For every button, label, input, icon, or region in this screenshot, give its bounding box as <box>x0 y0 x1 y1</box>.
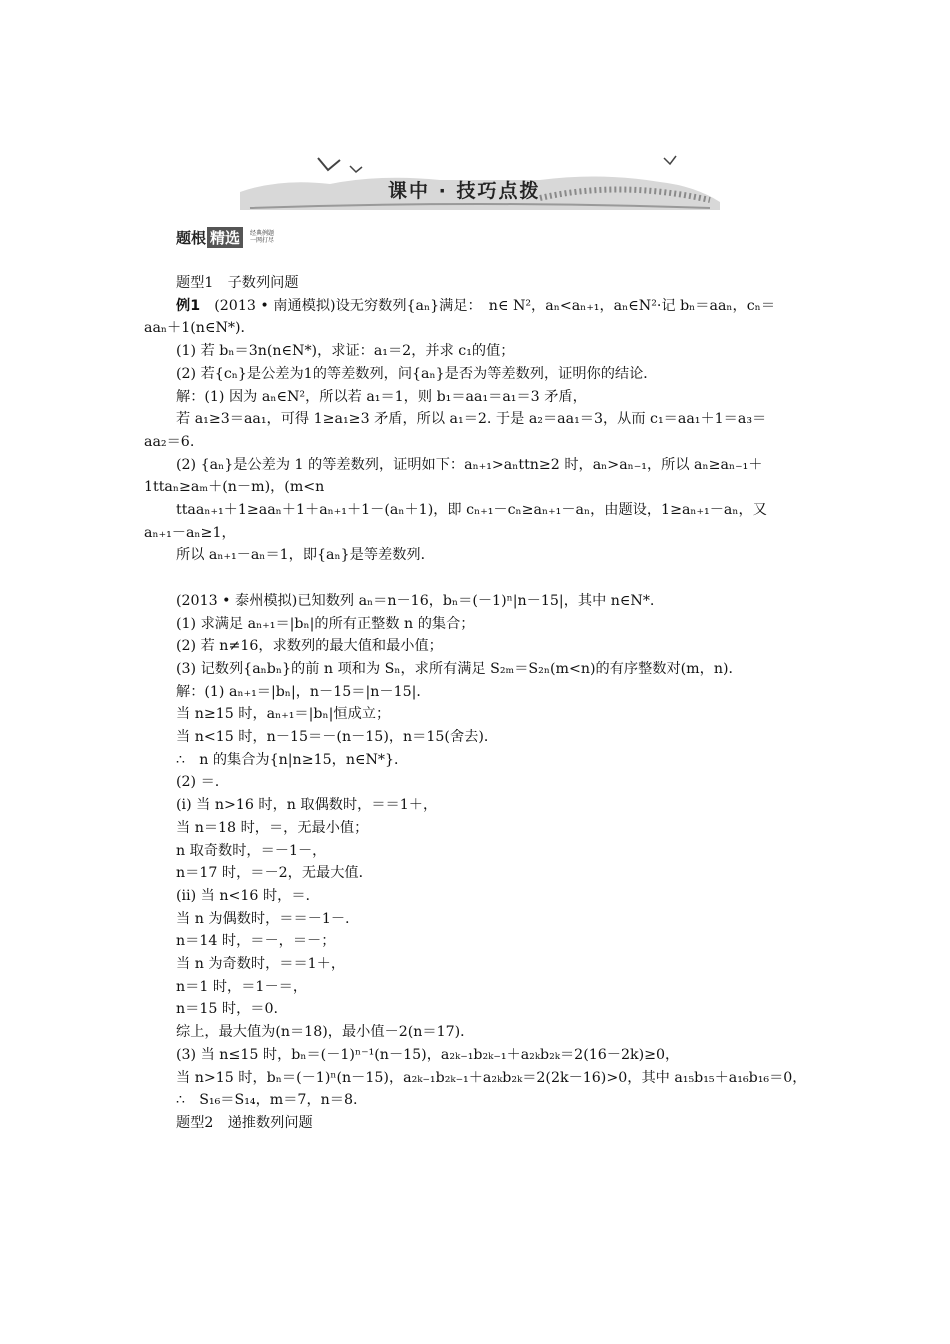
bird-icon <box>350 166 362 172</box>
text-line: 当 n≥15 时，aₙ₊₁＝|bₙ|恒成立； <box>176 706 391 723</box>
text-line: (1) 若 bₙ＝3n(n∈N*)，求证：a₁＝2，并求 c₁的值； <box>176 343 515 360</box>
text-line: n＝1 时，＝1－＝， <box>176 978 308 995</box>
text-line: 解：(1) aₙ₊₁＝|bₙ|，n－15＝|n－15|． <box>176 683 431 700</box>
text-line: aaₙ＋1(n∈N*)． <box>144 320 255 337</box>
text-line: (3) 当 n≤15 时，bₙ＝(－1)ⁿ⁻¹(n－15)，a₂ₖ₋₁b₂ₖ₋₁＋a₂ₖb₂ₖ＝2(16－2k)≥0， <box>176 1046 680 1063</box>
text-line: ∴ n 的集合为{n|n≥15，n∈N*}． <box>176 751 409 768</box>
text-line: (2) {aₙ}是公差为 1 的等差数列，证明如下：aₙ₊₁>aₙttn≥2 时，aₙ>aₙ₋₁，所以 aₙ≥aₙ₋₁＋ <box>176 456 763 473</box>
text-line: aa₂＝6. <box>144 433 195 450</box>
text-line <box>144 567 810 590</box>
text-line: 当 n 为偶数时，＝＝－1－. <box>176 910 350 927</box>
tag-sub <box>250 230 274 244</box>
example-label: 例1 <box>176 297 201 314</box>
text-line: n＝14 时，＝－，＝－； <box>176 933 336 950</box>
text-line: (2) ＝. <box>176 774 220 791</box>
text-line: 解：(1) 因为 aₙ∈N²，所以若 a₁＝1，则 b₁＝aa₁＝a₁＝3 矛盾， <box>176 388 587 405</box>
text-line: 例1 (2013 • 南通模拟)设无穷数列{aₙ}满足： n∈ N²，aₙ<aₙ₊₁，aₙ∈N²·记 bₙ＝aaₙ，cₙ＝ <box>176 297 776 314</box>
text-line: n＝17 时，＝－2，无最大值． <box>176 865 373 882</box>
text-line: aₙ₊₁－aₙ≥1， <box>144 524 236 541</box>
tag-box: 精选 <box>207 227 243 248</box>
text-line: 综上，最大值为(n＝18)，最小值－2(n＝17)． <box>176 1024 475 1041</box>
text-line: 当 n<15 时，n－15＝－(n－15)，n＝15(舍去)． <box>176 729 499 746</box>
section-tag <box>176 227 274 247</box>
banner-title: 课中 · 技巧点拨 <box>388 180 541 202</box>
text-line: ∴ S₁₆＝S₁₄，m＝7，n＝8. <box>176 1092 358 1109</box>
text-line: n 取奇数时，＝－1－， <box>176 842 327 859</box>
text-line: (3) 记数列{aₙbₙ}的前 n 项和为 Sₙ，求所有满足 S₂ₘ＝S₂ₙ(m<n)的有序整数对(m，n)． <box>176 660 743 677</box>
text-line: 当 n 为奇数时，＝＝1＋， <box>176 956 346 973</box>
document-body <box>144 272 810 1135</box>
text-line: 当 n＝18 时，＝，无最小值； <box>176 819 369 836</box>
text-line: (ⅰ) 当 n>16 时，n 取偶数时，＝＝1＋， <box>176 797 438 814</box>
text-line: ttaaₙ₊₁＋1≥aaₙ＋1＋aₙ₊₁＋1－(aₙ＋1)，即 cₙ₊₁－cₙ≥aₙ₊₁－aₙ，由题设，1≥aₙ₊₁－aₙ，又 <box>176 502 767 519</box>
tag-sub-line2: 一网打尽 <box>250 237 275 244</box>
text-line: 若 a₁≥3＝aa₁，可得 1≥a₁≥3 矛盾，所以 a₁＝2. 于是 a₂＝aa₁＝3，从而 c₁＝aa₁＋1＝a₃＝ <box>176 411 767 428</box>
text-line: n＝15 时，＝0. <box>176 1001 278 1018</box>
tag-prefix: 题根 <box>176 228 207 247</box>
text-line: 题型1 子数列问题 <box>176 275 299 291</box>
tag-sub-line1: 经典例题 <box>250 230 275 237</box>
text-line: 所以 aₙ₊₁－aₙ＝1，即{aₙ}是等差数列． <box>176 547 435 564</box>
text-line: 1ttaₙ≥aₘ＋(n－m)，(m<n <box>144 479 325 496</box>
text-line: (1) 求满足 aₙ₊₁＝|bₙ|的所有正整数 n 的集合； <box>176 615 475 632</box>
bird-icon <box>664 156 676 164</box>
text-line: (2013 • 泰州模拟)已知数列 aₙ＝n－16，bₙ＝(－1)ⁿ|n－15|，其中 n∈N*. <box>176 592 655 609</box>
text-line: (2) 若{cₙ}是公差为1的等差数列，问{aₙ}是否为等差数列，证明你的结论． <box>176 365 658 382</box>
text-line: (2) 若 n≠16，求数列的最大值和最小值； <box>176 638 443 655</box>
text-line: 当 n>15 时，bₙ＝(－1)ⁿ(n－15)，a₂ₖ₋₁b₂ₖ₋₁＋a₂ₖb₂ₖ＝2(2k－16)>0，其中 a₁₅b₁₅＋a₁₆b₁₆＝0， <box>176 1069 807 1086</box>
bird-icon <box>318 158 340 170</box>
text-line: 题型2 递推数列问题 <box>176 1115 313 1131</box>
text-line: (ⅱ) 当 n<16 时，＝. <box>176 887 311 904</box>
